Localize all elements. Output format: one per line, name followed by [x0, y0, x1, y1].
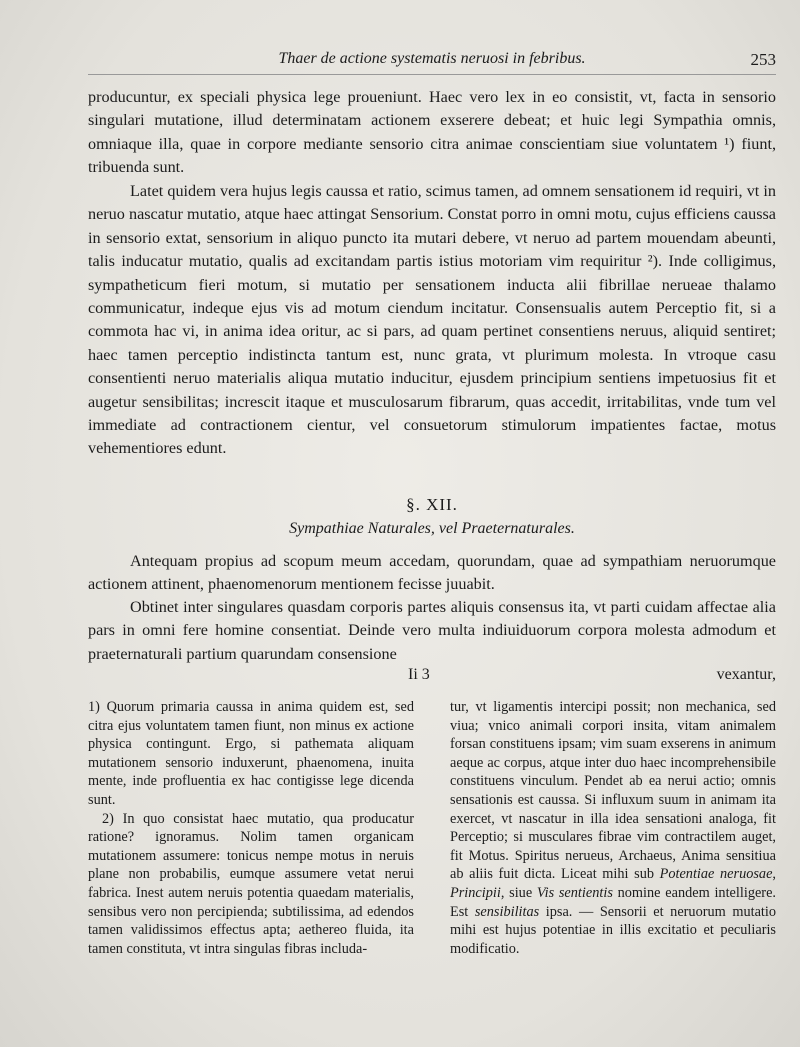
- footnote-term: Principii: [450, 884, 501, 901]
- footnote-2: 2) In quo consistat haec mutatio, qua producatur ratione? ignoramus. Nolim tamen organicam mutationem assumere: tonicus nempe motus in neruis plane non probabilis, eumque assumere vetat nerui fabrica. Inest autem neruis potentia quaedam materialis, sensibus vero non percipienda; subtilissima, ad edendos tamen validissimos effectus apta; aethereo fluida, ita tamen constituta, vt intra singulas fibras includa-: [88, 810, 414, 957]
- footnote-column-left: [88, 698, 414, 998]
- footnotes: [88, 698, 776, 998]
- footnote-term: Potentiae neruosae: [659, 866, 773, 883]
- footnote-term: Vis sentientis: [536, 884, 613, 901]
- paragraph-text: Obtinet inter singulares quasdam corporis partes aliquis consensus ita, vt parti cuidam affectae alia pars in omni fere homine consentiat. Deinde vero multa indiuiduorum corpora molesta admodum et praeternaturali partium quarundam consensione: [88, 598, 776, 663]
- footnote-column-right: [450, 698, 776, 998]
- section-title: §. XII.: [406, 495, 458, 514]
- paragraph-text: Latet quidem vera hujus legis caussa et ratio, scimus tamen, ad omnem sensationem id requiri, vt in neruo nascatur mutatio, atque haec attingat Sensorium. Constat porro in omni motu, cujus efficiens caussa in sensorio extat, sensorium in aliquo puncto ita mutari debere, vt neruo ad partem mouendam abeunti, talis inducatur mutatio, qualis ad excitandam partis istius motoriam vim requiritur ²). Inde colligimus, sympatheticum fieri motum, si mutatio per sensationem inducta alii fibrillae nerueae thalamo communicatur, indeque ejus vis ad motum ciendum incitatur. Consensualis autem Perceptio fit, si a commota hac vi, in anima idea oritur, ac si pars, ad quam pertinet consentiens neruus, aliquid sentiret; haec tamen perceptio indistincta tantum est, nunc grata, vt plurimum molesta. In vtroque casu consentienti neruo materialis aliqua mutatio inducitur, ejusdem principium sentiens impetuosius fit et augetur sensibilitas; increscit itaque et musculosarum fibrarum, quas accedit, irritabilitas, vnde tum vel immediate ad contractionem cientur, vel consuetorum stimulorum impatientes factae, motus vehementiores edunt.: [88, 182, 776, 458]
- footnote-term: sensibilitas: [474, 903, 540, 920]
- footnote-text: , siue: [500, 884, 537, 901]
- body-paragraph-4: [88, 596, 776, 666]
- footnote-text: ,: [772, 866, 776, 883]
- page-number: 253: [750, 50, 776, 69]
- footnote-2-continued: [450, 698, 776, 958]
- body-paragraph-3: [88, 550, 776, 597]
- signature-row: [88, 666, 776, 688]
- body-paragraph-1: [88, 86, 776, 180]
- footnote-text: nomine eandem intelligere. Est: [450, 884, 776, 920]
- footnote-1: 1) Quorum primaria caussa in anima quidem est, sed citra ejus voluntatem tamen fiunt, non minus ex actione physica contingunt. Ergo, si pathemata aliquam mutationem sensorio induxerunt, phaenomena, inuita mente, inde profluentia ex hac contigisse lege dicenda sunt.: [88, 699, 414, 808]
- footnote-text: tur, vt ligamentis intercipi possit; non mechanica, sed viua; vnico animali corpori insita, vitam animalem forsan constituens ipsam; vim suam exserens in animum aeque ac corpus, atque inter duo haec incomprehensibile constituens vinculum. Pendet ab ea nerui actio; omnis sensationis est caussa. Si influxum suum in animam ita exercet, vt nascatur in illa idea sensationi analoga, fit Perceptio; si musculares fibrae vim contractilem auget, fit Motus. Spiritus nerueus, Archaeus, Anima sensitiua ab aliis fuit dicta. Liceat mihi sub: [450, 699, 776, 883]
- paragraph-text: producuntur, ex speciali physica lege proueniunt. Haec vero lex in eo consistit, vt, facta in sensorio singulari mutatione, illud determinatam actionem exserere debeat; et huic legi Sympathia omnis, omniaque illa, quae in corpore mediante sensorio citra animae conscientiam siue voluntatem ¹) fiunt, tribuenda sunt.: [88, 88, 776, 177]
- paragraph-text: Antequam propius ad scopum meum accedam, quorundam, quae ad sympathiam neruorumque actionem attinent, phaenomenorum mentionem fecisse juuabit.: [88, 552, 776, 594]
- running-title: Thaer de actione systematis neruosi in febribus.: [278, 50, 586, 67]
- section-subtitle: Sympathiae Naturales, vel Praeternaturales.: [289, 520, 575, 537]
- footnote-text: ipsa. — Sensorii et neruorum mutatio mihi est hujus potentiae in illis excitatio et peculiaris modificatio.: [450, 903, 777, 957]
- page-header: [88, 50, 776, 75]
- catchword: vexantur,: [716, 666, 776, 683]
- signature-mark: Ii 3: [408, 666, 430, 683]
- body-paragraph-2: [88, 180, 776, 461]
